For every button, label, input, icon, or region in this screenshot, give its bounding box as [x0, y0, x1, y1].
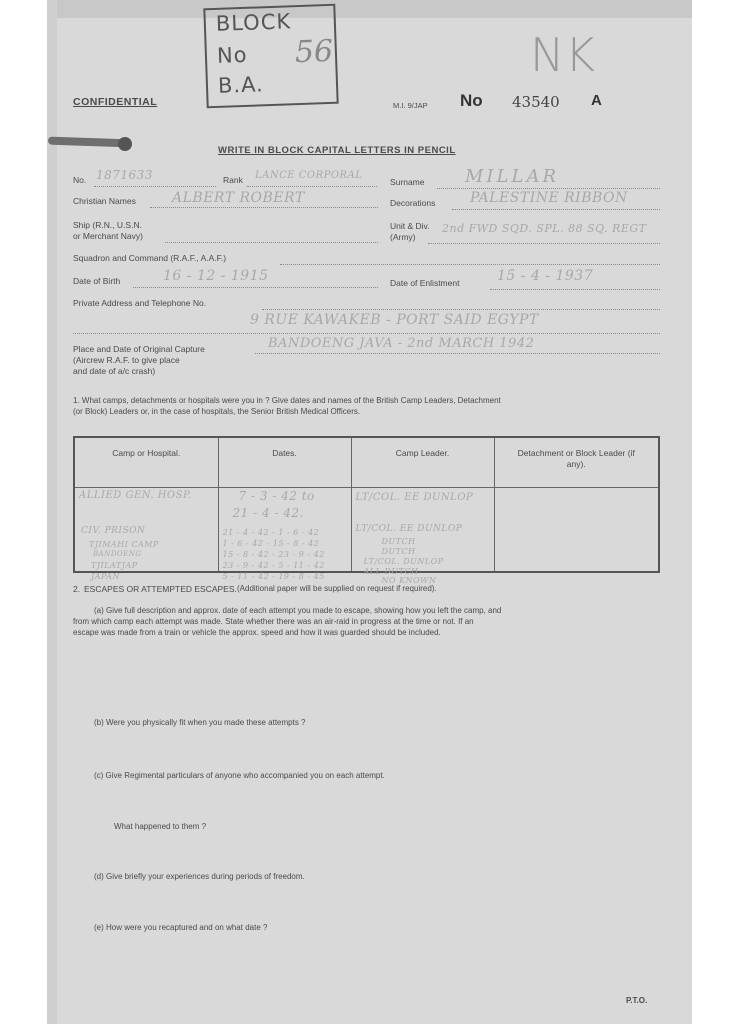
leader-entry: DUTCH: [381, 537, 416, 546]
camp-entry: CIV. PRISON: [81, 526, 146, 536]
ref-code: M.I. 9/JAP: [393, 101, 428, 110]
page-left-edge: [47, 0, 57, 1024]
capture-value: BANDOENG JAVA - 2nd MARCH 1942: [268, 336, 535, 351]
date-entry: 21 - 4 - 42.: [232, 506, 304, 520]
date-entry: 5 - 11 - 42 - 19 - 8 - 45: [222, 572, 325, 581]
camps-table: [73, 436, 660, 585]
stamp-line-1: BLOCK: [215, 9, 292, 36]
date-of-birth-value: 16 - 12 - 1915: [163, 268, 269, 284]
number-symbol: No: [460, 91, 483, 110]
question-2c: (c) Give Regimental particulars of anyone who accompanied you on each attempt.: [94, 771, 385, 780]
leader-cell: [351, 488, 494, 585]
stamp-line-2: No: [216, 42, 248, 68]
please-turn-over: P.T.O.: [626, 996, 648, 1005]
date-entry: 23 - 9 - 42 - 5 - 11 - 42: [222, 561, 325, 570]
paper-clip-head: [118, 137, 132, 151]
dates-cell: [218, 488, 351, 581]
decorations-value: PALESTINE RIBBON: [470, 190, 628, 206]
page-top-shadow: [47, 0, 692, 18]
question-2a-line3: escape was made from a train or vehicle the approx. speed and how it was guarded should be included.: [73, 628, 441, 637]
leader-entry: LT/COL. EE DUNLOP: [355, 524, 463, 534]
camps-table-header: [74, 437, 659, 488]
no-label: No.: [73, 175, 87, 185]
question-2-note: (Additional paper will be supplied on request if required).: [237, 584, 437, 593]
date-of-birth-label: Date of Birth: [73, 276, 121, 286]
camp-entry: BANDOENG: [93, 550, 142, 558]
date-entry: 1 - 6 - 42 - 15 - 8 - 42: [222, 539, 320, 548]
stamp-line-3: B.A.: [217, 72, 265, 98]
camps-table-body: [74, 488, 659, 573]
series-letter: A: [591, 92, 602, 109]
form-number: 43540: [512, 93, 560, 111]
question-2-heading: ESCAPES OR ATTEMPTED ESCAPES.: [84, 584, 237, 594]
decorations-label: Decorations: [390, 198, 436, 208]
camp-entry: JAPAN: [91, 572, 120, 581]
col-camp-or-hospital: Camp or Hospital.: [74, 437, 218, 488]
ship-label-line1: Ship (R.N., U.S.N.: [73, 220, 142, 230]
col-camp-leader: Camp Leader.: [351, 437, 494, 488]
unit-label-line1: Unit & Div.: [390, 221, 430, 231]
capture-label-line1: Place and Date of Original Capture: [73, 344, 205, 354]
question-2b: (b) Were you physically fit when you made these attempts ?: [94, 718, 306, 727]
capture-label-line3: and date of a/c crash): [73, 366, 156, 376]
question-2-number: 2.: [73, 584, 81, 594]
date-entry: 7 - 3 - 42 to: [238, 489, 315, 503]
leader-entry: ALL DUTCH: [363, 567, 419, 576]
question-1-line2: (or Block) Leaders or, in the case of hospitals, the Senior British Medical Officers.: [73, 407, 361, 416]
leader-entry: NO KNOWN: [381, 576, 437, 585]
no-value: 1871633: [96, 168, 153, 182]
address-value: 9 RUE KAWAKEB - PORT SAID EGYPT: [250, 312, 539, 328]
address-label: Private Address and Telephone No.: [73, 298, 207, 308]
christian-names-label: Christian Names: [73, 196, 136, 206]
leader-entry: LT/COL. EE DUNLOP: [355, 492, 474, 503]
capture-label-line2: (Aircrew R.A.F. to give place: [73, 355, 180, 365]
col-detachment-leader-label: Detachment or Block Leader (if any).: [517, 448, 635, 469]
enlistment-label: Date of Enlistment: [390, 278, 460, 288]
leader-entry: DUTCH: [381, 547, 416, 556]
rank-label: Rank: [223, 175, 243, 185]
surname-label: Surname: [390, 177, 425, 187]
question-1-line1: 1. What camps, detachments or hospitals were you in ? Give dates and names of the British Camp Leaders, Detachment: [73, 396, 501, 405]
unit-label-line2: (Army): [390, 232, 416, 242]
block-stamp: [203, 4, 338, 109]
unit-value: 2nd FWD SQD. SPL. 88 SQ. REGT: [442, 222, 647, 235]
surname-value: MILLAR: [465, 166, 559, 187]
date-entry: 15 - 8 - 42 - 23 - 9 - 42: [222, 550, 325, 559]
question-2c-followup: What happened to them ?: [114, 822, 207, 831]
instruction-heading: WRITE IN BLOCK CAPITAL LETTERS IN PENCIL: [218, 145, 456, 156]
corner-initials: NK: [530, 28, 596, 82]
question-2a-line2: from which camp each attempt was made. State whether there was an air-raid in progress at the time or not. If an: [73, 617, 474, 626]
col-dates: Dates.: [218, 437, 351, 488]
col-detachment-leader: [494, 437, 659, 488]
camp-entry: TJILATJAP: [91, 561, 138, 570]
squadron-label: Squadron and Command (R.A.F., A.A.F.): [73, 253, 227, 263]
enlistment-value: 15 - 4 - 1937: [497, 268, 594, 284]
question-2e: (e) How were you recaptured and on what date ?: [94, 923, 268, 932]
rank-value: LANCE CORPORAL: [255, 170, 363, 181]
christian-names-value: ALBERT ROBERT: [172, 190, 305, 206]
detachment-cell: [494, 488, 659, 573]
confidential-label: CONFIDENTIAL: [73, 96, 158, 108]
ship-label-line2: or Merchant Navy): [73, 231, 143, 241]
camp-entry: TJIMAHI CAMP: [89, 540, 159, 549]
camp-entry: ALLIED GEN. HOSP.: [79, 490, 192, 501]
leader-entry: LT/COL. DUNLOP: [363, 557, 444, 566]
camp-cell: [74, 488, 218, 581]
stamp-number: 56: [294, 33, 334, 71]
question-2d: (d) Give briefly your experiences during periods of freedom.: [94, 872, 305, 881]
date-entry: 21 - 4 - 42 - 1 - 6 - 42: [222, 528, 320, 537]
question-2a-line1: (a) Give full description and approx. date of each attempt you made to escape, showing how you left the camp, and: [94, 606, 502, 615]
